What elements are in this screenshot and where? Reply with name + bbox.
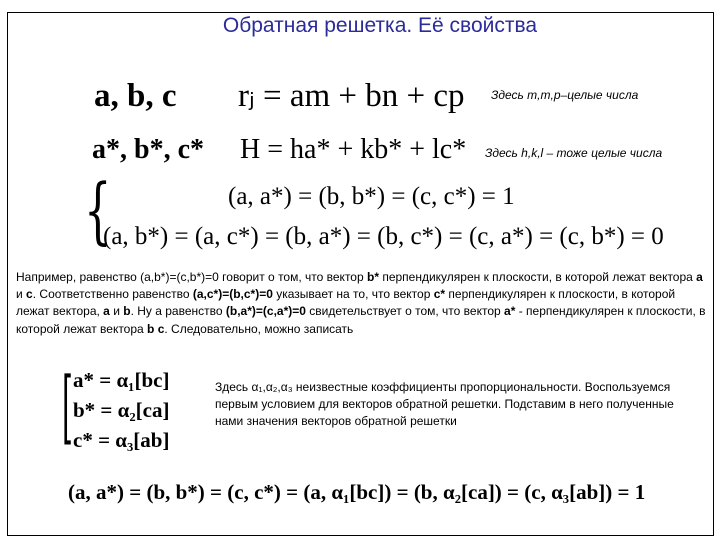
para-bold: b* (366, 270, 379, 284)
para-bold: a (696, 270, 703, 284)
h-vector-formula: H = ha* + kb* + lc* (240, 134, 467, 165)
para-text: указывает на то, что вектор (272, 287, 434, 302)
explanation-paragraph (16, 269, 706, 338)
para-text: перпендикулярен к плоскости, в которой лежат вектора, (16, 287, 676, 319)
para-text: перпендикулярен к плоскости, в которой лежат вектора (378, 270, 697, 284)
r-vector-formula: rⱼ = am + bn + cp (238, 78, 465, 114)
system2-row-1: a* = α₁[bc] (73, 368, 170, 392)
para-bold: c* (433, 287, 446, 302)
para-bold: a (103, 304, 110, 319)
para-bold: b (123, 304, 131, 319)
note-hkl: Здесь h,k,l – тоже целые числа (485, 146, 663, 160)
system2-row-3: c* = α₃[ab] (73, 428, 170, 452)
para-bold: a* (504, 304, 516, 319)
system2-row-2: b* = α₂[ca] (73, 398, 170, 422)
note-mnp: Здесь m,m,p–целые числа (491, 88, 639, 102)
para-text: свидетельствует о том, что вектор (305, 304, 505, 319)
coefficients-paragraph: Здесь α₁,α₂,α₃ неизвестные коэффициенты пропорциональности. Воспользуемся первым условием для векторов обратной решетки. Подставим в него полученные нами значения векторов обратной решетки (215, 380, 674, 429)
para-text: и (109, 304, 124, 319)
para-text: . Ну а равенство (130, 304, 226, 319)
reciprocal-basis-formula: a*, b*, c* (92, 134, 204, 165)
para-text: . Следовательно, можно записать (164, 321, 354, 336)
system2-left-bracket: [ (62, 360, 73, 453)
para-bold: (a,c*)=(b,c*)=0 (192, 287, 273, 302)
para-bold: b c (147, 321, 165, 336)
para-bold: (b,a*)=(c,a*)=0 (225, 304, 306, 319)
bottom-formula: (a, a*) = (b, b*) = (c, c*) = (a, α₁[bc]) = (b, α₂[ca]) = (c, α₃[ab]) = 1 (68, 480, 646, 504)
para-text: . Соответственно равенство (32, 287, 193, 302)
para-text: - перпендикулярен к плоскости, в которой лежат вектора (16, 304, 706, 336)
para-text: Например, равенство (a,b*)=(c,b*)=0 говорит о том, что вектор (16, 270, 367, 284)
slide-title: Обратная решетка. Её свойства (222, 14, 538, 37)
system-brace: { (84, 168, 112, 252)
system-line-2: (a, b*) = (a, c*) = (b, a*) = (b, c*) = (c, a*) = (c, b*) = 0 (103, 223, 664, 250)
para-text: и (16, 287, 27, 302)
para-bold: c (26, 287, 33, 302)
direct-basis-formula: a, b, c (94, 78, 177, 114)
system-line-1: (a, a*) = (b, b*) = (c, c*) = 1 (228, 183, 515, 210)
